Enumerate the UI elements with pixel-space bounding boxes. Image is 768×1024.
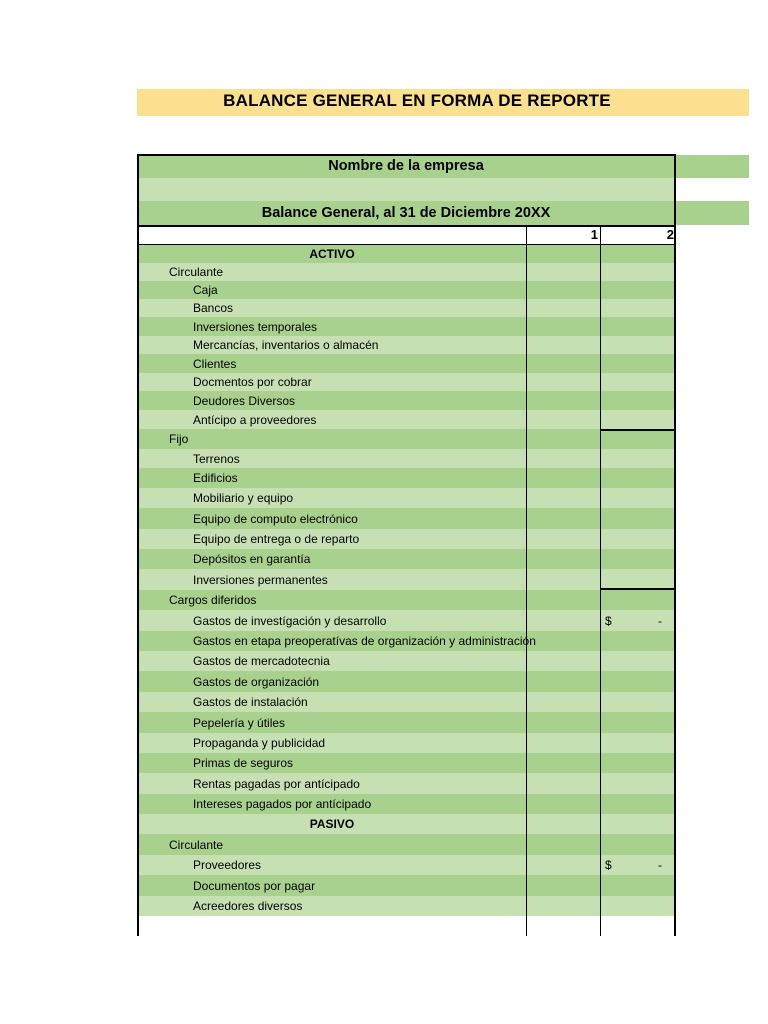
column-header-top-border — [137, 225, 675, 227]
account-row — [137, 410, 675, 429]
account-row — [137, 336, 675, 354]
currency-symbol: $ — [605, 858, 612, 872]
account-row — [137, 488, 675, 508]
account-row — [137, 281, 675, 299]
account-row — [137, 449, 675, 468]
account-row — [137, 773, 675, 794]
group-label: Cargos diferidos — [169, 593, 257, 607]
account-label: Equipo de entrega o de reparto — [193, 532, 360, 546]
account-label: Primas de seguros — [193, 756, 294, 770]
account-label: Equipo de computo electrónico — [193, 512, 358, 526]
account-row — [137, 692, 675, 712]
account-label: Docmentos por cobrar — [193, 375, 312, 389]
group-row — [137, 263, 675, 281]
header-blank-row-gap — [675, 178, 749, 201]
group-label: Fijo — [169, 432, 189, 446]
account-row — [137, 875, 675, 896]
account-label: Proveedores — [193, 858, 262, 872]
account-row — [137, 794, 675, 814]
account-row — [137, 317, 675, 336]
group-label: Circulante — [169, 838, 224, 852]
account-label: Rentas pagadas por antícipado — [193, 777, 360, 791]
account-label: Intereses pagados por antícipado — [193, 797, 372, 811]
account-row — [137, 569, 675, 590]
group-row — [137, 429, 675, 449]
account-label: Gastos de mercadotecnia — [193, 654, 330, 668]
account-label: Inversiones temporales — [193, 320, 318, 334]
section-label: ACTIVO — [309, 247, 355, 261]
account-row — [137, 733, 675, 753]
account-row — [137, 391, 675, 410]
account-row — [137, 712, 675, 733]
account-row — [137, 549, 675, 569]
account-row — [137, 671, 675, 692]
column-1-left-border — [526, 225, 527, 936]
account-row — [137, 299, 675, 317]
fijo-subtotal-bottom-border — [600, 588, 675, 590]
account-row — [137, 508, 675, 529]
account-label: Deudores Diversos — [193, 394, 296, 408]
account-label: Caja — [193, 283, 218, 297]
account-row — [137, 651, 675, 671]
column-2-left-border — [600, 225, 601, 936]
account-row — [137, 896, 675, 916]
column-2-value: - — [658, 858, 662, 872]
account-label: Edificios — [193, 471, 238, 485]
fijo-subtotal-top-border — [600, 429, 675, 431]
table-right-border — [674, 154, 676, 936]
account-label: Gastos de investígación y desarrollo — [193, 614, 387, 628]
group-row — [137, 834, 675, 855]
account-label: Terrenos — [193, 452, 240, 466]
account-label: Gastos de instalación — [193, 695, 308, 709]
company-name: Nombre de la empresa — [328, 158, 484, 174]
account-label: Propaganda y publicidad — [193, 736, 326, 750]
account-row — [137, 468, 675, 488]
column-header-bottom-border — [137, 244, 675, 245]
column-1-number: 1 — [590, 227, 598, 242]
account-label: Gastos de organización — [193, 675, 320, 689]
group-label: Circulante — [169, 265, 224, 279]
account-row — [137, 373, 675, 391]
account-label: Antícipo a proveedores — [193, 413, 317, 427]
column-2-number: 2 — [666, 227, 674, 242]
report-title: BALANCE GENERAL EN FORMA DE REPORTE — [223, 91, 611, 110]
account-label: Gastos en etapa preoperatívas de organización y administración — [193, 634, 536, 648]
section-row — [137, 814, 675, 834]
account-row — [137, 855, 675, 875]
column-2-value: - — [658, 614, 662, 628]
header-blank-row — [137, 178, 749, 201]
statement-title: Balance General, al 31 de Diciembre 20XX — [261, 205, 551, 221]
table-top-border — [137, 154, 675, 156]
section-row — [137, 244, 675, 263]
account-row — [137, 753, 675, 773]
group-row — [137, 590, 675, 610]
account-label: Documentos por pagar — [193, 879, 316, 893]
account-row — [137, 354, 675, 373]
section-label: PASIVO — [309, 817, 355, 831]
table-left-border — [137, 154, 139, 936]
account-label: Bancos — [193, 301, 234, 315]
account-label: Depósitos en garantía — [193, 552, 311, 566]
account-label: Mercancías, inventarios o almacén — [193, 338, 379, 352]
account-label: Mobiliario y equipo — [193, 491, 294, 505]
account-label: Inversiones permanentes — [193, 573, 328, 587]
account-row — [137, 610, 675, 631]
currency-symbol: $ — [605, 614, 612, 628]
account-label: Clientes — [193, 357, 237, 371]
account-label: Acreedores diversos — [193, 899, 303, 913]
account-label: Pepelería y útiles — [193, 716, 286, 730]
account-row — [137, 529, 675, 549]
